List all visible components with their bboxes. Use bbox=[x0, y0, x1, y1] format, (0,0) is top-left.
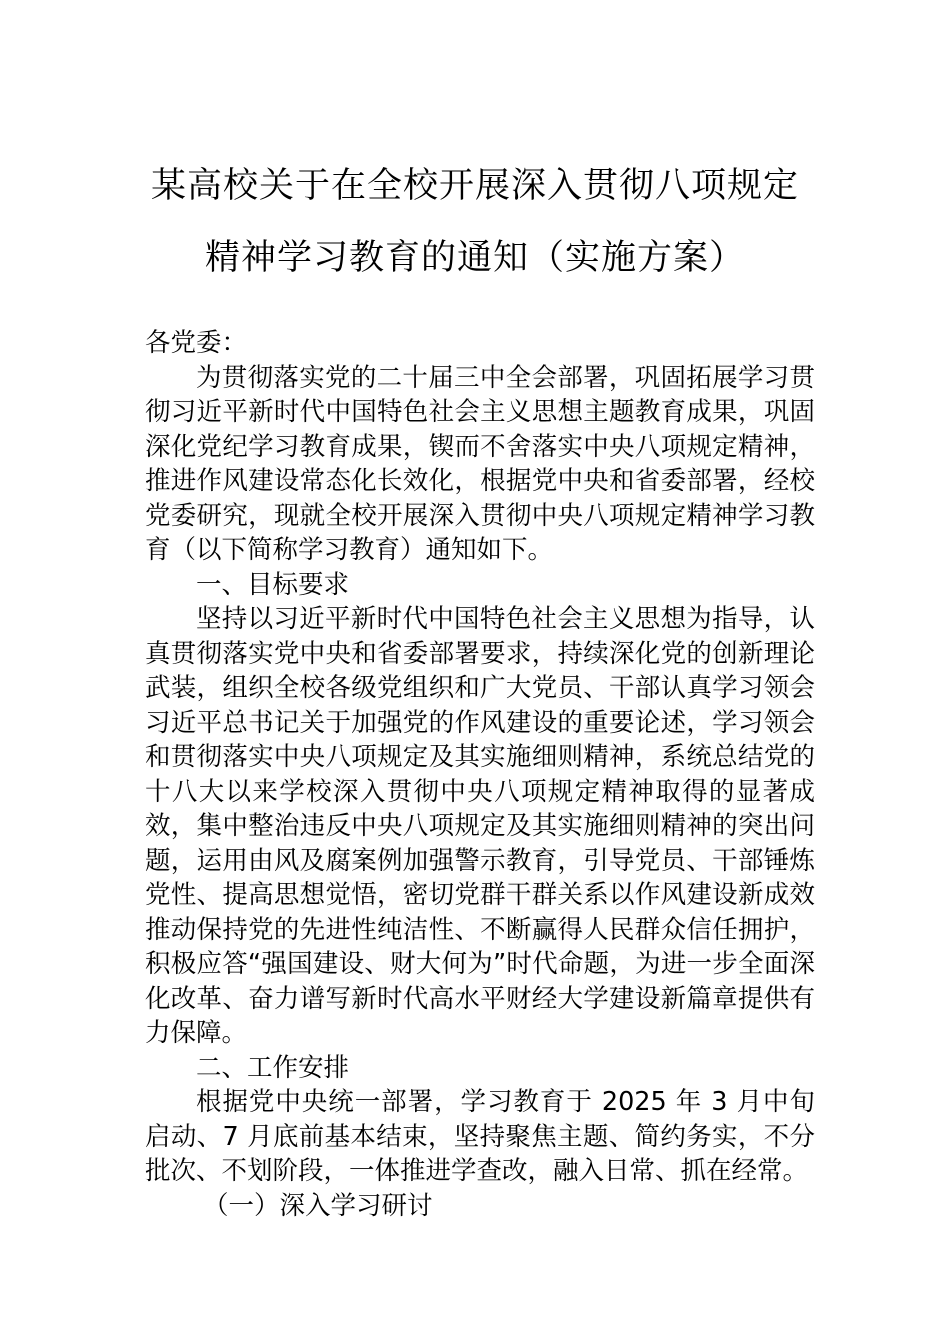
subsection-1-heading: （一）深入学习研讨 bbox=[203, 1190, 433, 1221]
document-title-line-2: 精神学习教育的通知（实施方案） bbox=[204, 238, 745, 278]
section-1-paragraph: 坚持以习近平新时代中国特色社会主义思想为指导，认真贯彻落实党中央和省委部署要求，持续深化党的创新理论武装，组织全校各级党组织和广大党员、干部认真学习领会习近平总书记关于加强党的作风建设的重要论述，学习领会和贯彻落实中央八项规定及其实施细则精神，系统总结党的十八大以来学校深入贯彻中央八项规定精神取得的显著成效，集中整治违反中央八项规定及其实施细则精神的突出问题，运用由风及腐案例加强警示教育，引导党员、干部锤炼党性、提高思想觉悟，密切党群干群关系以作风建设新成效推动保持党的先进性纯洁性、不断赢得人民群众信任拥护，积极应答“强国建设、财大何为”时代命题，为进一步全面深化改革、奋力谱写新时代高水平财经大学建设新篇章提供有力保障。 bbox=[145, 604, 815, 1048]
section-2-heading: 二、工作安排 bbox=[196, 1052, 350, 1083]
salutation: 各党委： bbox=[145, 328, 248, 358]
document-title-line-1: 某高校关于在全校开展深入贯彻八项规定 bbox=[150, 166, 799, 206]
section-1-heading: 一、目标要求 bbox=[196, 569, 350, 600]
document-body bbox=[145, 326, 815, 1223]
section-2-paragraph: 根据党中央统一部署，学习教育于 2025 年 3 月中旬启动、7 月底前基本结束，坚持聚焦主题、简约务实，不分批次、不划阶段，一体推进学查改，融入日常、抓在经常。 bbox=[145, 1087, 815, 1186]
intro-paragraph: 为贯彻落实党的二十届三中全会部署，巩固拓展学习贯彻习近平新时代中国特色社会主义思想主题教育成果，巩固深化党纪学习教育成果，锲而不舍落实中央八项规定精神，推进作风建设常态化长效化，根据党中央和省委部署，经校党委研究，现就全校开展深入贯彻中央八项规定精神学习教育（以下简称学习教育）通知如下。 bbox=[145, 362, 815, 565]
